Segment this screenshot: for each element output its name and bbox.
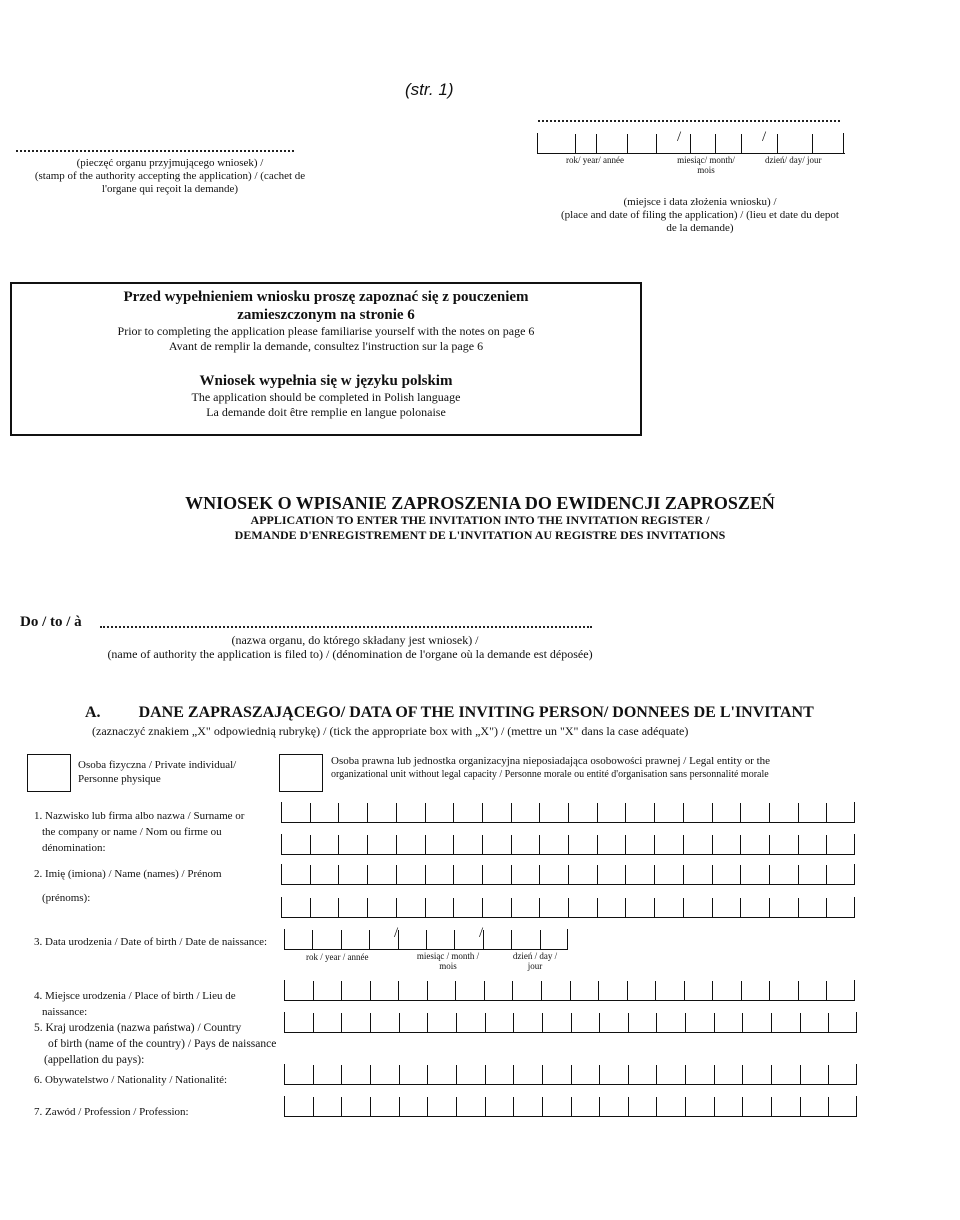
surname-boxes-row-2[interactable]: [281, 834, 855, 855]
section-a-heading: A. DANE ZAPRASZAJĄCEGO/ DATA OF THE INVITING PERSON/ DONNEES DE L'INVITANT: [85, 704, 814, 721]
profession-boxes[interactable]: [284, 1096, 857, 1117]
dob-day-label: dzień / day / jour: [512, 951, 558, 971]
form-title: WNIOSEK O WPISANIE ZAPROSZENIA DO EWIDENCJI ZAPROSZEŃ APPLICATION TO ENTER THE INVITATION INTO THE INVITATION REGISTER / DEMANDE D'ENREGISTREMENT DE L'INVITATION AU REGISTRE DES INVITATIONS: [185, 493, 775, 542]
filing-date-boxes[interactable]: / /: [537, 133, 845, 154]
dob-year-label: rok / year / année: [306, 952, 369, 962]
dob-month-label: miesiąc / month / mois: [416, 951, 480, 971]
country-of-birth-boxes[interactable]: [284, 1012, 857, 1033]
page-number: (str. 1): [405, 80, 454, 99]
surname-boxes-row-1[interactable]: [281, 802, 855, 823]
nationality-boxes[interactable]: [284, 1064, 857, 1085]
filing-year-label: rok/ year/ année: [566, 155, 624, 165]
stamp-caption: (pieczęć organu przyjmującego wniosek) / (stamp of the authority accepting the application) / (cachet de l'organe qui reçoit la demande): [34, 157, 306, 195]
instructions-notice: Przed wypełnieniem wniosku proszę zapoznać się z pouczeniem zamieszczonym na stronie 6 Prior to completing the application please familiarise yourself with the notes on page 6 Avant de remplir la demande, consultez l'instruction sur la page 6 Wniosek wypełnia się w języku polskim The application should be completed in Polish language La demande doit être remplie en langue polonaise: [10, 282, 642, 436]
filing-month-label: miesiąc/ month/ mois: [677, 155, 735, 175]
nationality-label: 6. Obywatelstwo / Nationality / Nationalité:: [34, 1074, 228, 1086]
legal-entity-label: Osoba prawna lub jednostka organizacyjna nieposiadająca osobowości prawnej / Legal entity or the organizational unit without legal capacity / Personne morale ou entité d'organisation sans personnalité morale: [331, 755, 771, 780]
addressee-caption: (nazwa organu, do którego składany jest wniosek) / (name of authority the application is filed to) / (dénomination de l'organe où la demande est déposée): [107, 633, 593, 661]
filing-caption: (miejsce i data złożenia wniosku) / (place and date of filing the application) / (lieu et date du depot de la demande): [561, 196, 839, 234]
place-of-birth-boxes[interactable]: [284, 980, 855, 1001]
date-of-birth-label: 3. Data urodzenia / Date of birth / Date de naissance:: [34, 936, 268, 948]
private-individual-checkbox[interactable]: [27, 754, 71, 792]
section-a-instruction: (zaznaczyć znakiem „X" odpowiednią rubrykę) / (tick the appropriate box with „X") / (mettre un "X" dans la case adéquate): [92, 724, 689, 738]
surname-label: 1. Nazwisko lub firma albo nazwa / Surname or the company or name / Nom ou firme ou dénomination:: [34, 810, 245, 854]
addressee-input-line[interactable]: [100, 626, 592, 628]
profession-label: 7. Zawód / Profession / Profession:: [34, 1106, 189, 1118]
private-individual-label: Osoba fizyczna / Private individual/ Personne physique: [78, 759, 237, 785]
filing-place-dotted-line: [538, 120, 840, 122]
first-name-label: 2. Imię (imiona) / Name (names) / Prénom (prénoms):: [34, 868, 222, 904]
date-of-birth-boxes[interactable]: / /: [284, 929, 568, 950]
country-of-birth-label: 5. Kraj urodzenia (nazwa państwa) / Country of birth (name of the country) / Pays de naissance (appellation du pays):: [34, 1022, 277, 1066]
place-of-birth-label: 4. Miejsce urodzenia / Place of birth / Lieu de naissance:: [34, 990, 236, 1018]
legal-entity-checkbox[interactable]: [279, 754, 323, 792]
first-name-boxes-row-2[interactable]: [281, 897, 855, 918]
stamp-dotted-line: [16, 150, 294, 152]
addressee-label: Do / to / à: [20, 614, 82, 630]
filing-day-label: dzień/ day/ jour: [765, 155, 822, 165]
first-name-boxes-row-1[interactable]: [281, 864, 855, 885]
